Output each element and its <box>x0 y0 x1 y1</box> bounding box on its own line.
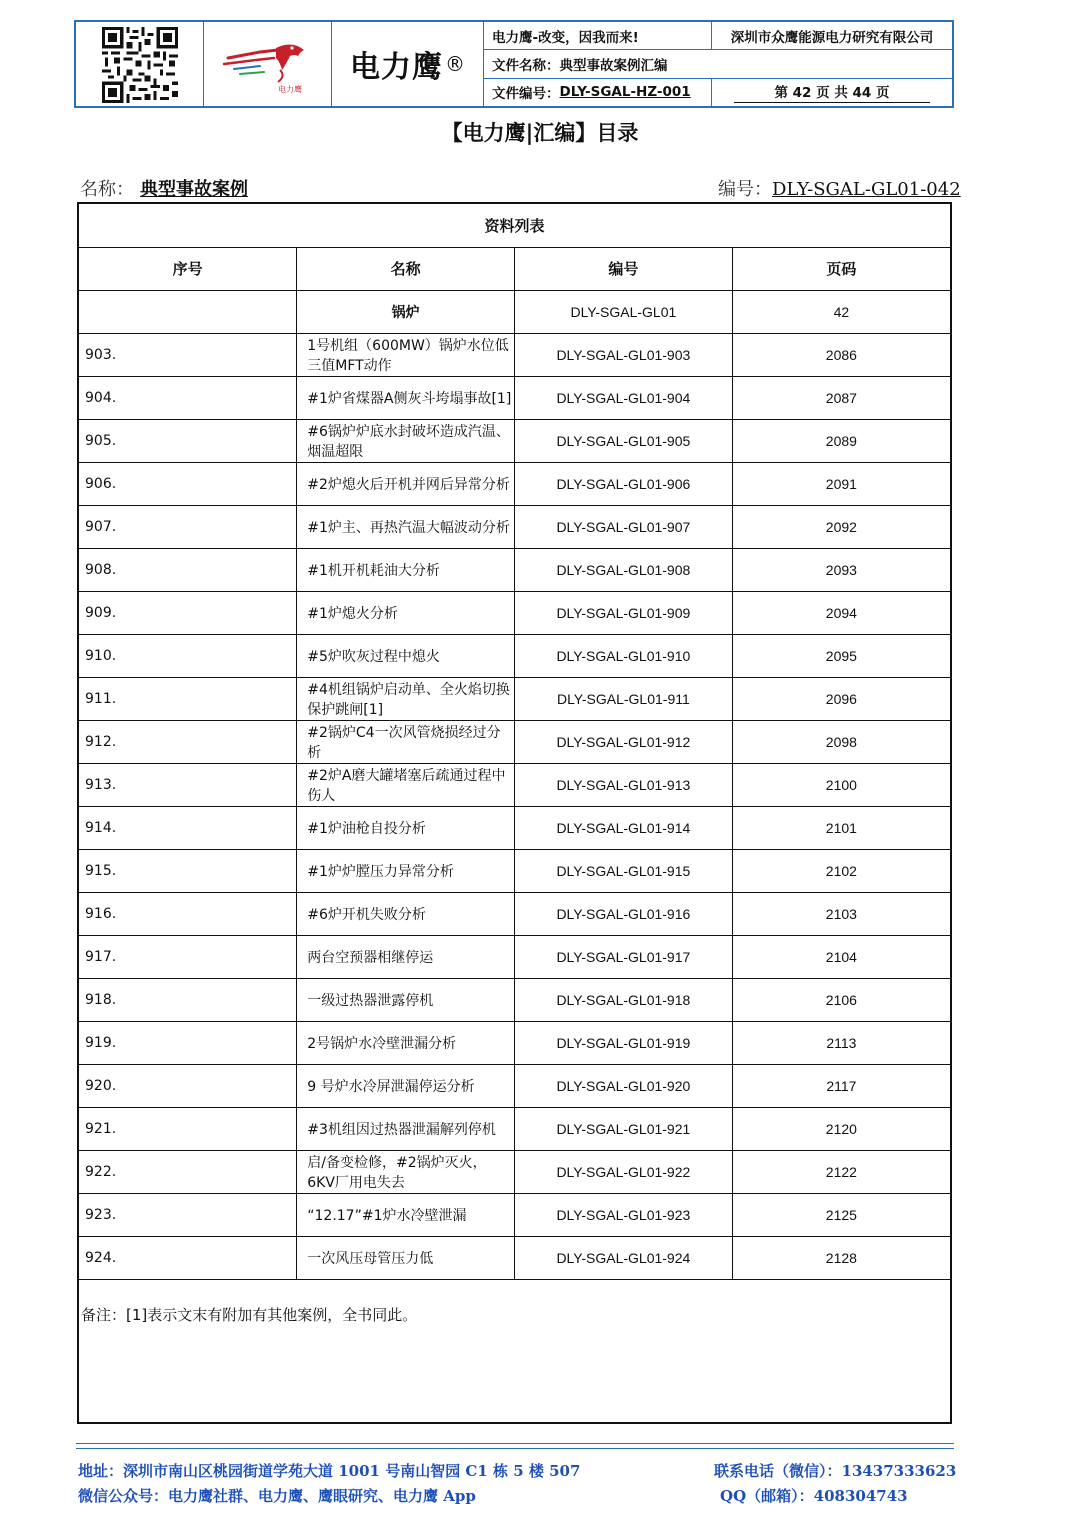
table-row[interactable] <box>79 763 950 806</box>
row-name: 一级过热器泄露停机 <box>297 978 515 1021</box>
registered-mark: ® <box>445 52 465 76</box>
footer-qq: QQ（邮箱）：408304743 <box>720 1487 908 1505</box>
file-code: DLY-SGAL-HZ-001 <box>559 84 691 101</box>
section-no-cell <box>79 290 297 333</box>
row-name: 9 号炉水冷屏泄漏停运分析 <box>297 1064 515 1107</box>
doc-name-label: 名称： <box>80 179 134 200</box>
row-code: DLY-SGAL-GL01-910 <box>515 634 733 677</box>
row-name: #2炉熄火后开机并网后异常分析 <box>297 462 515 505</box>
index-table <box>79 204 950 1280</box>
row-code: DLY-SGAL-GL01-906 <box>515 462 733 505</box>
row-page: 2103 <box>732 892 950 935</box>
row-page: 2095 <box>732 634 950 677</box>
row-page: 2100 <box>732 763 950 806</box>
table-row[interactable] <box>79 1193 950 1236</box>
table-row[interactable] <box>79 1021 950 1064</box>
row-no: 916. <box>79 892 297 935</box>
row-no: 918. <box>79 978 297 1021</box>
logo-text: 电力鹰 <box>278 85 302 94</box>
row-no: 909. <box>79 591 297 634</box>
column-header-name: 名称 <box>297 247 515 290</box>
table-row[interactable] <box>79 849 950 892</box>
row-page: 2094 <box>732 591 950 634</box>
row-name: 2号锅炉水冷壁泄漏分析 <box>297 1021 515 1064</box>
row-page: 2113 <box>732 1021 950 1064</box>
row-code: DLY-SGAL-GL01-921 <box>515 1107 733 1150</box>
table-row[interactable] <box>79 892 950 935</box>
row-page: 2092 <box>732 505 950 548</box>
row-name: #1机开机耗油大分析 <box>297 548 515 591</box>
row-page: 2101 <box>732 806 950 849</box>
footer-address: 地址：深圳市南山区桃园街道学苑大道 1001 号南山智园 C1 栋 5 楼 507 <box>78 1462 581 1480</box>
logo-cell <box>204 22 332 106</box>
table-caption: 资料列表 <box>79 204 950 247</box>
brand-name: 电力鹰 <box>350 50 443 85</box>
info-row-file-name <box>484 50 952 78</box>
row-no: 905. <box>79 419 297 462</box>
row-code: DLY-SGAL-GL01-919 <box>515 1021 733 1064</box>
column-header-no: 序号 <box>79 247 297 290</box>
table-row[interactable] <box>79 376 950 419</box>
brand-cell <box>332 22 484 106</box>
page-info: 第 42 页 共 44 页 <box>734 81 929 103</box>
row-name: #1炉熄火分析 <box>297 591 515 634</box>
row-no: 906. <box>79 462 297 505</box>
section-code: DLY-SGAL-GL01 <box>515 290 733 333</box>
row-name: 启/备变检修，#2锅炉灭火，6KV厂用电失去 <box>297 1150 515 1193</box>
row-name: #1炉炉膛压力异常分析 <box>297 849 515 892</box>
row-name: 1号机组（600MW）锅炉水位低三值MFT动作 <box>297 333 515 376</box>
table-row[interactable] <box>79 1107 950 1150</box>
row-code: DLY-SGAL-GL01-907 <box>515 505 733 548</box>
row-no: 924. <box>79 1236 297 1279</box>
footer-rule-bottom <box>76 1448 954 1449</box>
table-row[interactable] <box>79 1150 950 1193</box>
table-row[interactable] <box>79 677 950 720</box>
row-page: 2125 <box>732 1193 950 1236</box>
section-row <box>79 290 950 333</box>
row-name: #1炉省煤器A侧灰斗垮塌事故[1] <box>297 376 515 419</box>
doc-code-label: 编号： <box>718 179 772 200</box>
table-row[interactable] <box>79 591 950 634</box>
table-row[interactable] <box>79 634 950 677</box>
file-name: 文件名称：典型事故案例汇编 <box>492 57 668 74</box>
page-info-cell <box>712 79 952 106</box>
row-code: DLY-SGAL-GL01-908 <box>515 548 733 591</box>
column-header-page: 页码 <box>732 247 950 290</box>
row-page: 2098 <box>732 720 950 763</box>
qr-code-cell <box>76 22 204 106</box>
slogan: 电力鹰-改变，因我而来! <box>484 22 712 49</box>
page-title: 【电力鹰|汇编】目录 <box>441 121 639 145</box>
row-code: DLY-SGAL-GL01-912 <box>515 720 733 763</box>
row-page: 2093 <box>732 548 950 591</box>
info-row-slogan <box>484 22 952 50</box>
row-code: DLY-SGAL-GL01-909 <box>515 591 733 634</box>
row-name: #3机组因过热器泄漏解列停机 <box>297 1107 515 1150</box>
table-row[interactable] <box>79 1236 950 1279</box>
row-page: 2104 <box>732 935 950 978</box>
row-name: #1炉主、再热汽温大幅波动分析 <box>297 505 515 548</box>
row-page: 2091 <box>732 462 950 505</box>
info-row-file-code <box>484 79 952 106</box>
footer-wechat: 微信公众号：电力鹰社群、电力鹰、鹰眼研究、电力鹰 App <box>78 1487 476 1505</box>
table-row[interactable] <box>79 505 950 548</box>
row-code: DLY-SGAL-GL01-905 <box>515 419 733 462</box>
table-caption-row <box>79 204 950 247</box>
row-no: 903. <box>79 333 297 376</box>
table-row[interactable] <box>79 720 950 763</box>
row-code: DLY-SGAL-GL01-922 <box>515 1150 733 1193</box>
row-code: DLY-SGAL-GL01-903 <box>515 333 733 376</box>
row-name: “12.17”#1炉水冷壁泄漏 <box>297 1193 515 1236</box>
row-page: 2106 <box>732 978 950 1021</box>
row-no: 914. <box>79 806 297 849</box>
table-row[interactable] <box>79 419 950 462</box>
doc-code-line <box>718 175 961 201</box>
table-row[interactable] <box>79 548 950 591</box>
file-code-cell <box>484 79 712 106</box>
section-page: 42 <box>732 290 950 333</box>
row-no: 910. <box>79 634 297 677</box>
column-header-code: 编号 <box>515 247 733 290</box>
row-code: DLY-SGAL-GL01-917 <box>515 935 733 978</box>
row-code: DLY-SGAL-GL01-916 <box>515 892 733 935</box>
row-code: DLY-SGAL-GL01-915 <box>515 849 733 892</box>
company-name: 深圳市众鹰能源电力研究有限公司 <box>730 29 934 46</box>
row-page: 2128 <box>732 1236 950 1279</box>
row-page: 2122 <box>732 1150 950 1193</box>
doc-name-line <box>80 175 254 201</box>
row-no: 921. <box>79 1107 297 1150</box>
row-page: 2089 <box>732 419 950 462</box>
eagle-logo-icon <box>220 36 316 96</box>
row-code: DLY-SGAL-GL01-914 <box>515 806 733 849</box>
row-no: 908. <box>79 548 297 591</box>
row-no: 907. <box>79 505 297 548</box>
document-header <box>74 20 954 108</box>
row-code: DLY-SGAL-GL01-920 <box>515 1064 733 1107</box>
row-code: DLY-SGAL-GL01-913 <box>515 763 733 806</box>
row-no: 923. <box>79 1193 297 1236</box>
row-name: #1炉油枪自投分析 <box>297 806 515 849</box>
row-page: 2117 <box>732 1064 950 1107</box>
table-header-row <box>79 247 950 290</box>
section-name: 锅炉 <box>297 290 515 333</box>
row-code: DLY-SGAL-GL01-924 <box>515 1236 733 1279</box>
row-no: 917. <box>79 935 297 978</box>
row-name: #6锅炉炉底水封破坏造成汽温、烟温超限 <box>297 419 515 462</box>
footer-phone: 联系电话（微信）：13437333623 <box>714 1462 957 1480</box>
row-code: DLY-SGAL-GL01-911 <box>515 677 733 720</box>
row-page: 2087 <box>732 376 950 419</box>
header-info <box>484 22 952 106</box>
table-row[interactable] <box>79 462 950 505</box>
row-no: 919. <box>79 1021 297 1064</box>
row-name: #6炉开机失败分析 <box>297 892 515 935</box>
row-code: DLY-SGAL-GL01-923 <box>515 1193 733 1236</box>
row-name: #5炉吹灰过程中熄火 <box>297 634 515 677</box>
row-name: #4机组锅炉启动单、全火焰切换保护跳闸[1] <box>297 677 515 720</box>
row-name: #2锅炉C4一次风管烧损经过分析 <box>297 720 515 763</box>
table-row[interactable] <box>79 1064 950 1107</box>
table-row[interactable] <box>79 806 950 849</box>
index-table-frame <box>77 202 952 1424</box>
row-no: 912. <box>79 720 297 763</box>
row-page: 2120 <box>732 1107 950 1150</box>
row-no: 911. <box>79 677 297 720</box>
row-name: 两台空预器相继停运 <box>297 935 515 978</box>
row-no: 922. <box>79 1150 297 1193</box>
row-code: DLY-SGAL-GL01-918 <box>515 978 733 1021</box>
doc-name-value: 典型事故案例 <box>140 179 248 200</box>
row-code: DLY-SGAL-GL01-904 <box>515 376 733 419</box>
row-no: 904. <box>79 376 297 419</box>
table-note: 备注：[1]表示文末有附加有其他案例，全书同此。 <box>81 1306 418 1324</box>
table-row[interactable] <box>79 978 950 1021</box>
table-row[interactable] <box>79 333 950 376</box>
table-row[interactable] <box>79 935 950 978</box>
row-page: 2086 <box>732 333 950 376</box>
row-no: 920. <box>79 1064 297 1107</box>
qr-code-icon <box>102 27 178 103</box>
doc-code-value: DLY-SGAL-GL01-042 <box>772 179 961 200</box>
file-code-label: 文件编号： <box>492 86 560 103</box>
row-name: #2炉A磨大罐堵塞后疏通过程中伤人 <box>297 763 515 806</box>
row-no: 913. <box>79 763 297 806</box>
row-name: 一次风压母管压力低 <box>297 1236 515 1279</box>
footer-rule-top <box>76 1443 954 1444</box>
row-no: 915. <box>79 849 297 892</box>
row-page: 2096 <box>732 677 950 720</box>
row-page: 2102 <box>732 849 950 892</box>
